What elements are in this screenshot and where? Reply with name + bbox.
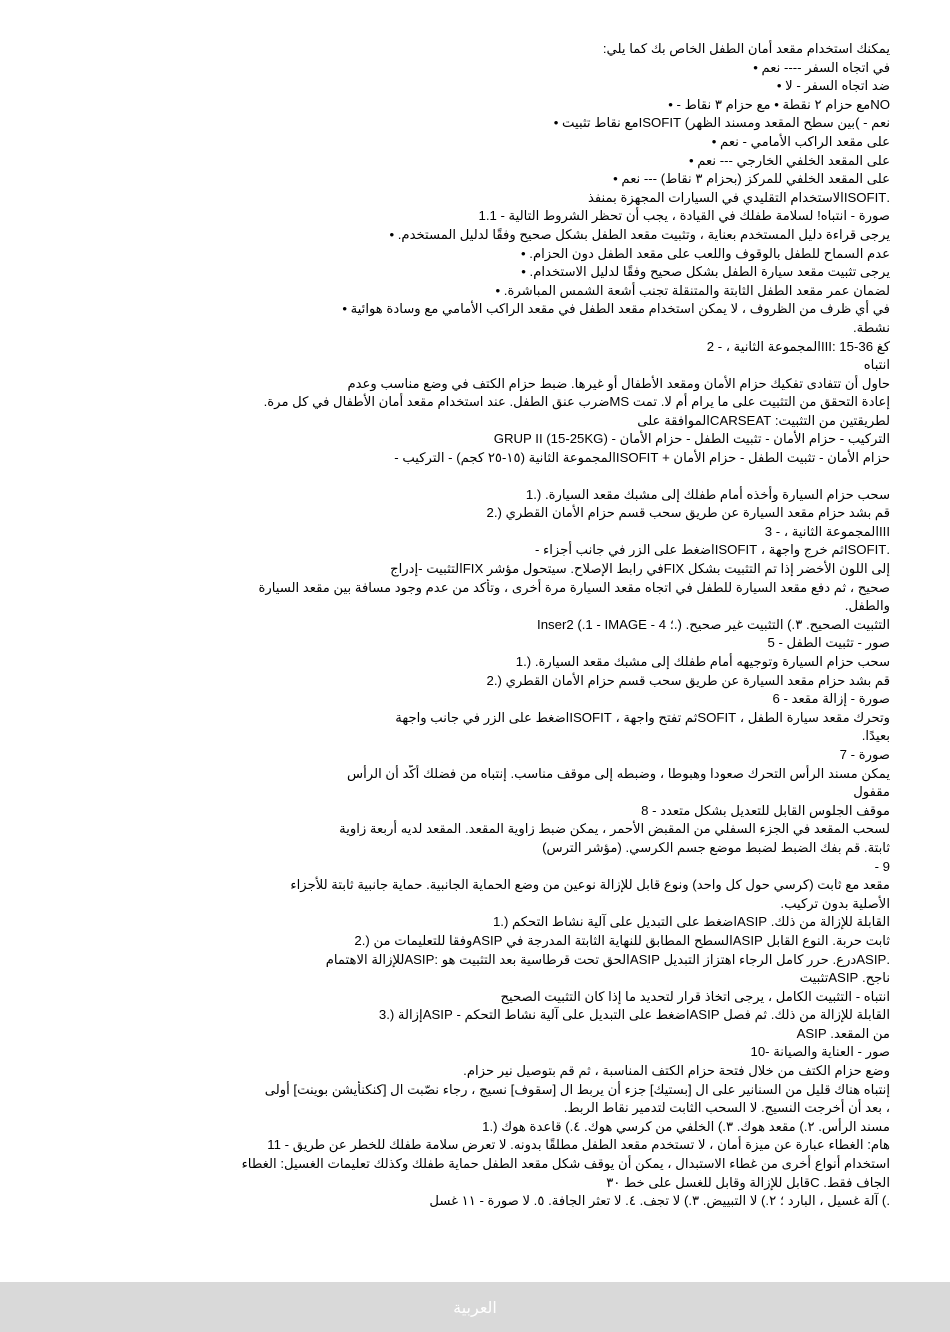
text-line: يمكن مسند الرأس التحرك صعودا وهبوطا ، وضبطه إلى موقف مناسب. إنتباه من فضلك أكّد أن الرأس	[347, 765, 890, 781]
text-line: التثبيت الصحيح. ٣.) التثبيت غير صحيح. (.؛ Inser2 (.1 - IMAGE - 4	[537, 616, 890, 632]
text-line: لسحب المقعد في الجزء السفلي من المقبض الأحمر ، يمكن ضبط زاوية المقعد. المقعد لديه أربعة زاوية	[339, 821, 890, 837]
text-line: قم بشد حزام مقعد السيارة عن طريق سحب قسم حزام الأمان القطري (.2	[486, 505, 890, 521]
text-line: نعم - )بين سطح المقعد ومسند الظهر) ISOFITمع نقاط تثبيت •	[553, 115, 890, 131]
text-line: .ISOFITثم خرج واجهة ، ISOFITاضغط على الزر في جانب أجزاء -	[534, 542, 890, 558]
text-line: مقعد مع ثابت (كرسي حول كل واحد) ونوع قابل للإزالة نوعين من وضع الحماية الجانبية. حماية جانبية ثابتة للأجزاء	[290, 877, 890, 893]
text-line: التركيب - حزام الأمان - تثبيت الطفل - حزام الأمان - GRUP II (15-25KG)	[493, 431, 890, 447]
text-line: الجاف فقط. Cقابل للإزالة وقابل للغسل على خط ٣٠	[606, 1174, 890, 1190]
text-line: استخدام أنواع أخرى من غطاء الاستبدال ، يمكن أن يوقف شكل مقعد الطفل حماية طفلك وكذلك تعليمات الغسيل: الغطاء	[241, 1156, 890, 1172]
text-line: حزام الأمان - تثبيت الطفل - حزام الأمان + ISOFITالمجموعة الثانية (١٥-٢٥ كجم) - التركيب -	[394, 450, 890, 466]
text-line: .) آلة غسيل ، البارد ؛ ٢.) لا التبييض. ٣.) لا تجف. ٤. لا تعثر الجافة. ٥. لا صورة - ١١ غسل	[429, 1193, 890, 1209]
text-line: صور - العناية والصيانة -10	[750, 1044, 890, 1060]
text-line: ثابتة. قم بفك الضبط لضبط موضع جسم الكرسي. (مؤشر الترس)	[542, 839, 890, 855]
text-line: موقف الجلوس القابل للتعديل بشكل متعدد - 8	[641, 802, 890, 818]
text-line: القابلة للإزالة من ذلك. ASIPاضغط على التبديل على آلية نشاط التحكم (.1	[492, 914, 890, 930]
text-line: سحب حزام السيارة وتوجيهه أمام طفلك إلى مشبك مقعد السيارة. (.1	[515, 654, 890, 669]
text-line: إنتباه هناك قليل من السنانير على ال [بستيك] جزء أن يربط ال [سقوف] نسيج ، رجاء نصّبت ال [كنكنأيشن بوينت] أولى	[264, 1081, 890, 1097]
manual-page-text	[60, 40, 890, 1270]
text-line: صورة - انتباه! لسلامة طفلك في القيادة ، يجب أن تحظر الشروط التالية - 1.1	[478, 208, 890, 224]
text-line: صور - تثبيت الطفل - 5	[767, 635, 890, 651]
text-line: كغ 36-15 :IIIالمجموعة الثانية ، - 2	[706, 338, 890, 354]
language-label: العربية	[453, 1297, 497, 1317]
text-line: ضد اتجاه السفر - لا •	[776, 78, 890, 94]
text-line: في أي ظرف من الظروف ، لا يمكن استخدام مقعد الطفل في مقعد الراكب الأمامي مع وسادة هوائية •	[342, 301, 890, 317]
text-line: إلى اللون الأخضر إذا تم التثبيت بشكل FIXفي رابط الإصلاح. سيتحول مؤشر FIXالتثبيت -إدراج	[390, 561, 890, 577]
text-line: في اتجاه السفر ---- نعم •	[753, 59, 890, 75]
blank-line	[60, 468, 890, 486]
text-line: عدم السماح للطفل بالوقوف واللعب على مقعد الطفل دون الحزام. •	[521, 245, 890, 261]
language-footer-bar	[0, 1282, 950, 1332]
text-line: صورة - 7	[839, 746, 890, 762]
text-line: .ISOFITالاستخدام التقليدي في السيارات المجهزة بمنفذ	[587, 189, 890, 205]
text-line: من المقعد. ASIP	[796, 1025, 890, 1041]
text-line: يمكنك استخدام مقعد أمان الطفل الخاص بك كما يلي:	[602, 41, 890, 56]
text-line: سحب حزام السيارة وأخذه أمام طفلك إلى مشبك مقعد السيارة. (.1	[525, 486, 890, 502]
text-line: يرجى قراءة دليل المستخدم بعناية ، وتثبيت مقعد الطفل بشكل صحيح وفقًا لدليل المستخدم. •	[389, 226, 890, 242]
text-line: لضمان عمر مقعد الطفل الثابتة والمتنقلة تجنب أشعة الشمس المباشرة. •	[495, 282, 890, 298]
text-line: على مقعد الراكب الأمامي - نعم •	[711, 133, 890, 149]
text-line: انتباه - التثبيت الكامل ، يرجى اتخاذ قرار لتحديد ما إذا كان التثبيت الصحيح	[500, 988, 890, 1004]
text-line: على المقعد الخلفي للمركز (بحزام ٣ نقاط) --- نعم •	[613, 171, 890, 187]
text-line: على المقعد الخلفي الخارجي --- نعم •	[688, 152, 890, 168]
text-line: ثابت حربة. النوع القابل ASIPالسطح المطابق للنهاية الثابتة المدرجة في ASIPوفقا للتعليمات من (.2	[354, 932, 890, 948]
text-line: مسند الرأس. ٢.) مقعد هوك. ٣.) الخلفي من كرسي هوك. ٤.) قاعدة هوك (.1	[482, 1118, 890, 1134]
text-line: .ASIPدرع. حرر كامل الرجاء اهتزاز التبديل ASIPالحق تحت قرطاسية بعد التثبيت هو :ASIPللإزالة الاهتمام	[325, 951, 890, 967]
text-line: الأصلية بدون تركيب.	[780, 895, 890, 911]
text-line: لطريقتين من التثبيت: CARSEATالموافقة على	[637, 412, 890, 428]
text-line: ، بعد أن أخرجت النسيج. لا السحب الثابت لتدمير نقاط الربط.	[563, 1100, 890, 1116]
text-line: حاول أن تتفادى تفكيك حزام الأمان ومقعد الأطفال أو غيرها. ضبط حزام الكتف في وضع مناسب وعدم	[347, 375, 890, 391]
text-line: إعادة التحقق من التثبيت على ما يرام أم لا. تمت MSضرب عنق الطفل. عند استخدام مقعد أمان الأطفال في كل مرة.	[263, 394, 890, 410]
text-line: ناجح. ASIPتثبيت	[799, 970, 890, 986]
text-line: صحيح ، ثم دفع مقعد السيارة للطفل في اتجاه مقعد السيارة مرة أخرى ، وتأكد من عدم وجود مسافة بين مقعد السيارة	[258, 579, 890, 595]
text-line: وتحرك مقعد سيارة الطفل ، SOFITثم تفتح واجهة ، ISOFITاضغط على الزر في جانب واجهة	[395, 709, 890, 725]
text-line: 9 -	[874, 858, 890, 874]
text-line: نشطة.	[853, 319, 890, 335]
text-line: بعيدًا.	[861, 728, 890, 744]
text-line: مقفول	[853, 784, 890, 800]
text-line: القابلة للإزالة من ذلك. ثم فصل ASIPاضغط على التبديل على آلية نشاط التحكم - ASIPإزالة (.3	[378, 1007, 890, 1023]
text-line: والطفل.	[844, 598, 890, 614]
text-line: وضع حزام الكتف من خلال فتحة حزام الكتف المناسبة ، ثم قم بتوصيل نير حزام.	[463, 1063, 890, 1079]
text-line: NOمع حزام ٢ نقطة • مع حزام ٣ نقاط - •	[668, 96, 890, 112]
text-line: انتباه	[863, 357, 890, 373]
text-line: قم بشد حزام مقعد السيارة عن طريق سحب قسم حزام الأمان القطري (.2	[486, 672, 890, 688]
text-line: يرجى تثبيت مقعد سيارة الطفل بشكل صحيح وفقًا لدليل الاستخدام. •	[521, 264, 890, 280]
text-line: هام: الغطاء عبارة عن ميزة أمان ، لا تستخدم مقعد الطفل مطلقًا بدونه. لا تعرض سلامة طفلك للخطر عن طريق - 11	[267, 1137, 890, 1153]
text-line: صورة - إزالة مقعد - 6	[772, 691, 890, 707]
text-line: IIIالمجموعة الثانية ، - 3	[764, 523, 890, 539]
